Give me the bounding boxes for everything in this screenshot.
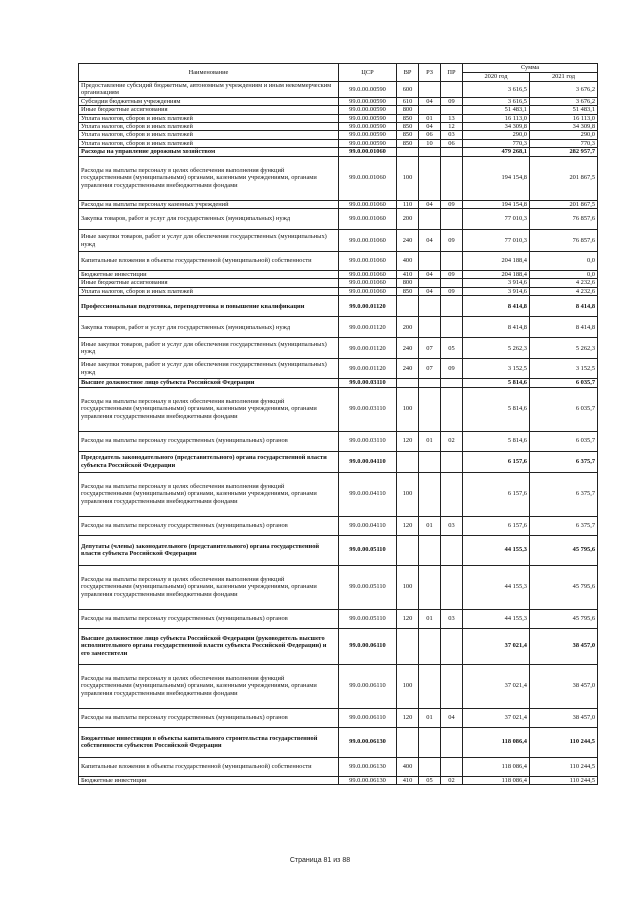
- row-sum-2020: 5 814,6: [463, 387, 530, 431]
- row-name: Профессиональная подготовка, переподготовка и повышение квалификации: [79, 296, 339, 317]
- table-row: [79, 757, 598, 776]
- row-sum-2020: 479 268,1: [463, 148, 530, 156]
- row-sum-2021: 6 035,7: [530, 379, 598, 387]
- row-vr: [397, 727, 419, 757]
- row-name: Субсидии бюджетным учреждениям: [79, 97, 339, 105]
- row-name: Бюджетные инвестиции в объекты капитального строительства государственной собственности субъектов Российской Федерации: [79, 727, 339, 757]
- row-name: Расходы на выплаты персоналу государственных (муниципальных) органов: [79, 431, 339, 451]
- row-rz: [419, 296, 441, 317]
- row-sum-2020: 3 914,6: [463, 279, 530, 287]
- row-pr: 03: [441, 131, 463, 139]
- row-name: Иные бюджетные ассигнования: [79, 279, 339, 287]
- row-sum-2020: 5 814,6: [463, 431, 530, 451]
- row-pr: [441, 317, 463, 338]
- row-pr: 02: [441, 431, 463, 451]
- page-footer: Страница 81 из 88: [289, 857, 351, 864]
- row-pr: [441, 472, 463, 516]
- row-vr: 120: [397, 516, 419, 535]
- row-csr: 99.0.00.05110: [339, 535, 397, 565]
- header-pr: ПР: [441, 64, 463, 82]
- row-name: Уплата налогов, сборов и иных платежей: [79, 287, 339, 295]
- row-sum-2021: 770,3: [530, 139, 598, 147]
- row-sum-2020: 118 086,4: [463, 776, 530, 784]
- row-name: Капитальные вложения в объекты государственной (муниципальной) собственности: [79, 757, 339, 776]
- row-vr: 610: [397, 97, 419, 105]
- row-vr: 240: [397, 230, 419, 252]
- row-vr: 240: [397, 359, 419, 379]
- row-csr: 99.0.00.06130: [339, 757, 397, 776]
- row-vr: 120: [397, 708, 419, 727]
- row-rz: 01: [419, 431, 441, 451]
- row-vr: 850: [397, 114, 419, 122]
- row-csr: 99.0.00.01120: [339, 296, 397, 317]
- row-rz: 07: [419, 359, 441, 379]
- row-csr: 99.0.00.06110: [339, 628, 397, 664]
- row-csr: 99.0.00.01060: [339, 279, 397, 287]
- row-sum-2020: 290,0: [463, 131, 530, 139]
- row-rz: 01: [419, 516, 441, 535]
- row-vr: [397, 535, 419, 565]
- row-vr: 100: [397, 472, 419, 516]
- table-body: [79, 82, 598, 785]
- header-csr: ЦСР: [339, 64, 397, 82]
- table-row: [79, 131, 598, 139]
- row-vr: 200: [397, 209, 419, 230]
- row-rz: 01: [419, 609, 441, 628]
- row-rz: [419, 757, 441, 776]
- row-vr: 410: [397, 271, 419, 279]
- row-vr: [397, 451, 419, 472]
- row-rz: [419, 387, 441, 431]
- row-csr: 99.0.00.01060: [339, 252, 397, 271]
- table-row: [79, 776, 598, 784]
- row-sum-2021: 4 232,6: [530, 287, 598, 295]
- table-row: [79, 516, 598, 535]
- row-sum-2020: 770,3: [463, 139, 530, 147]
- row-pr: [441, 628, 463, 664]
- row-sum-2021: 110 244,5: [530, 776, 598, 784]
- row-vr: 100: [397, 565, 419, 609]
- row-vr: [397, 379, 419, 387]
- row-csr: 99.0.00.01060: [339, 156, 397, 200]
- row-sum-2021: 0,0: [530, 271, 598, 279]
- table-row: [79, 209, 598, 230]
- row-sum-2021: 0,0: [530, 252, 598, 271]
- row-sum-2020: 51 483,1: [463, 106, 530, 114]
- row-name: Председатель законодательного (представительного) органа государственной власти субъекта Российской Федерации: [79, 451, 339, 472]
- row-sum-2021: 51 483,1: [530, 106, 598, 114]
- row-vr: 120: [397, 431, 419, 451]
- row-csr: 99.0.00.06110: [339, 664, 397, 708]
- row-sum-2020: 118 086,4: [463, 757, 530, 776]
- row-csr: 99.0.00.01120: [339, 317, 397, 338]
- row-name: Бюджетные инвестиции: [79, 271, 339, 279]
- row-sum-2020: 3 914,6: [463, 287, 530, 295]
- row-csr: 99.0.00.00590: [339, 106, 397, 114]
- row-name: Иные закупки товаров, работ и услуг для обеспечения государственных (муниципальных) нужд: [79, 338, 339, 359]
- row-rz: 04: [419, 271, 441, 279]
- row-rz: 04: [419, 97, 441, 105]
- row-pr: [441, 82, 463, 98]
- row-vr: 110: [397, 200, 419, 208]
- row-pr: 02: [441, 776, 463, 784]
- row-rz: 01: [419, 114, 441, 122]
- row-pr: 06: [441, 139, 463, 147]
- row-pr: 09: [441, 359, 463, 379]
- row-pr: [441, 148, 463, 156]
- table-row: [79, 82, 598, 98]
- row-vr: 850: [397, 287, 419, 295]
- row-sum-2021: 3 676,2: [530, 97, 598, 105]
- row-name: Закупка товаров, работ и услуг для государственных (муниципальных) нужд: [79, 209, 339, 230]
- table-row: [79, 114, 598, 122]
- row-vr: 100: [397, 664, 419, 708]
- row-sum-2020: 6 157,6: [463, 451, 530, 472]
- row-sum-2020: 6 157,6: [463, 516, 530, 535]
- row-csr: 99.0.00.06110: [339, 708, 397, 727]
- table-row: [79, 123, 598, 131]
- table-row: [79, 156, 598, 200]
- row-pr: [441, 156, 463, 200]
- row-sum-2021: 6 035,7: [530, 387, 598, 431]
- row-vr: 240: [397, 338, 419, 359]
- row-name: Уплата налогов, сборов и иных платежей: [79, 131, 339, 139]
- table-row: [79, 252, 598, 271]
- row-name: Расходы на выплаты персоналу государственных (муниципальных) органов: [79, 516, 339, 535]
- row-name: Депутаты (члены) законодательного (представительного) органа государственной власти субъекта Российской Федерации: [79, 535, 339, 565]
- row-name: Расходы на выплаты персоналу в целях обеспечения выполнения функций государственными (муниципальными) органами, казенными учреждениями, органами управления государственными внебюджетными фондами: [79, 664, 339, 708]
- row-name: Уплата налогов, сборов и иных платежей: [79, 123, 339, 131]
- row-pr: [441, 106, 463, 114]
- row-rz: [419, 82, 441, 98]
- table-row: [79, 609, 598, 628]
- row-sum-2020: 77 010,3: [463, 230, 530, 252]
- row-vr: 410: [397, 776, 419, 784]
- row-vr: 800: [397, 279, 419, 287]
- row-pr: [441, 279, 463, 287]
- row-vr: 800: [397, 106, 419, 114]
- row-csr: 99.0.00.03110: [339, 379, 397, 387]
- row-pr: 09: [441, 200, 463, 208]
- table-row: [79, 279, 598, 287]
- row-vr: 850: [397, 131, 419, 139]
- row-csr: 99.0.00.06130: [339, 776, 397, 784]
- row-sum-2020: 194 154,8: [463, 156, 530, 200]
- row-rz: [419, 317, 441, 338]
- row-rz: [419, 535, 441, 565]
- row-rz: 10: [419, 139, 441, 147]
- row-sum-2020: 37 021,4: [463, 664, 530, 708]
- table-row: [79, 359, 598, 379]
- row-sum-2021: 34 309,8: [530, 123, 598, 131]
- row-csr: 99.0.00.04110: [339, 472, 397, 516]
- row-name: Уплата налогов, сборов и иных платежей: [79, 139, 339, 147]
- row-rz: 06: [419, 131, 441, 139]
- row-rz: 04: [419, 230, 441, 252]
- row-name: Закупка товаров, работ и услуг для государственных (муниципальных) нужд: [79, 317, 339, 338]
- header-name: Наименование: [79, 64, 339, 82]
- table-row: [79, 708, 598, 727]
- row-vr: 100: [397, 387, 419, 431]
- row-vr: 850: [397, 139, 419, 147]
- row-sum-2021: 6 375,7: [530, 472, 598, 516]
- row-pr: [441, 727, 463, 757]
- row-rz: [419, 106, 441, 114]
- row-name: Расходы на выплаты персоналу казенных учреждений: [79, 200, 339, 208]
- row-pr: [441, 379, 463, 387]
- table-row: [79, 296, 598, 317]
- row-sum-2021: 3 152,5: [530, 359, 598, 379]
- row-sum-2021: 38 457,0: [530, 664, 598, 708]
- row-sum-2021: 38 457,0: [530, 708, 598, 727]
- table-row: [79, 379, 598, 387]
- header-year-2021: 2021 год: [530, 73, 598, 82]
- row-pr: [441, 296, 463, 317]
- row-vr: 120: [397, 609, 419, 628]
- row-rz: [419, 379, 441, 387]
- row-csr: 99.0.00.06130: [339, 727, 397, 757]
- table-row: [79, 338, 598, 359]
- row-rz: 01: [419, 708, 441, 727]
- row-name: Расходы на выплаты персоналу в целях обеспечения выполнения функций государственными (муниципальными) органами, казенными учреждениями, органами управления государственными внебюджетными фондами: [79, 387, 339, 431]
- row-pr: [441, 565, 463, 609]
- row-sum-2021: 45 795,6: [530, 535, 598, 565]
- table-row: [79, 287, 598, 295]
- row-sum-2020: 6 157,6: [463, 472, 530, 516]
- row-name: Расходы на выплаты персоналу государственных (муниципальных) органов: [79, 708, 339, 727]
- row-pr: 09: [441, 97, 463, 105]
- row-name: Иные закупки товаров, работ и услуг для обеспечения государственных (муниципальных) нужд: [79, 359, 339, 379]
- table-row: [79, 727, 598, 757]
- row-sum-2021: 290,0: [530, 131, 598, 139]
- header-vr: ВР: [397, 64, 419, 82]
- row-sum-2020: 44 155,3: [463, 565, 530, 609]
- row-rz: [419, 664, 441, 708]
- table-row: [79, 317, 598, 338]
- row-rz: 04: [419, 200, 441, 208]
- row-rz: [419, 565, 441, 609]
- row-sum-2021: 5 262,3: [530, 338, 598, 359]
- row-sum-2020: 77 010,3: [463, 209, 530, 230]
- row-pr: [441, 252, 463, 271]
- row-name: Расходы на выплаты персоналу в целях обеспечения выполнения функций государственными (муниципальными) органами, казенными учреждениями, органами управления государственными внебюджетными фондами: [79, 472, 339, 516]
- row-sum-2021: 282 957,7: [530, 148, 598, 156]
- row-name: Бюджетные инвестиции: [79, 776, 339, 784]
- row-rz: [419, 156, 441, 200]
- row-pr: [441, 664, 463, 708]
- row-sum-2021: 45 795,6: [530, 609, 598, 628]
- row-csr: 99.0.00.01120: [339, 359, 397, 379]
- row-rz: [419, 148, 441, 156]
- row-name: Высшее должностное лицо субъекта Российской Федерации (руководитель высшего исполнительного органа государственной власти субъекта Российской Федерации) и его заместители: [79, 628, 339, 664]
- row-csr: 99.0.00.01060: [339, 230, 397, 252]
- row-sum-2020: 8 414,8: [463, 317, 530, 338]
- row-sum-2021: 76 857,6: [530, 230, 598, 252]
- row-rz: [419, 209, 441, 230]
- table-row: [79, 565, 598, 609]
- table-row: [79, 431, 598, 451]
- row-sum-2020: 16 113,0: [463, 114, 530, 122]
- row-rz: [419, 252, 441, 271]
- row-csr: 99.0.00.00590: [339, 82, 397, 98]
- row-sum-2020: 8 414,8: [463, 296, 530, 317]
- row-pr: 03: [441, 609, 463, 628]
- table-row: [79, 472, 598, 516]
- row-csr: 99.0.00.05110: [339, 609, 397, 628]
- row-sum-2021: 6 375,7: [530, 451, 598, 472]
- row-sum-2021: 201 867,5: [530, 200, 598, 208]
- table-row: [79, 628, 598, 664]
- row-pr: 03: [441, 516, 463, 535]
- row-sum-2021: 38 457,0: [530, 628, 598, 664]
- row-sum-2020: 37 021,4: [463, 708, 530, 727]
- table-row: [79, 148, 598, 156]
- row-csr: 99.0.00.00590: [339, 114, 397, 122]
- row-csr: 99.0.00.04110: [339, 516, 397, 535]
- table-row: [79, 230, 598, 252]
- row-csr: 99.0.00.01060: [339, 200, 397, 208]
- row-name: Расходы на выплаты персоналу государственных (муниципальных) органов: [79, 609, 339, 628]
- row-sum-2021: 201 867,5: [530, 156, 598, 200]
- row-vr: 400: [397, 757, 419, 776]
- row-sum-2020: 44 155,3: [463, 609, 530, 628]
- row-sum-2021: 16 113,0: [530, 114, 598, 122]
- header-year-2020: 2020 год: [463, 73, 530, 82]
- row-csr: 99.0.00.03110: [339, 387, 397, 431]
- row-name: Расходы на управление дорожным хозяйством: [79, 148, 339, 156]
- row-pr: 13: [441, 114, 463, 122]
- row-csr: 99.0.00.00590: [339, 139, 397, 147]
- table-row: [79, 387, 598, 431]
- row-pr: [441, 209, 463, 230]
- row-rz: 04: [419, 123, 441, 131]
- row-csr: 99.0.00.04110: [339, 451, 397, 472]
- row-sum-2020: 118 086,4: [463, 727, 530, 757]
- row-sum-2021: 8 414,8: [530, 317, 598, 338]
- row-vr: 600: [397, 82, 419, 98]
- row-csr: 99.0.00.01060: [339, 209, 397, 230]
- row-rz: 07: [419, 338, 441, 359]
- row-name: Иные закупки товаров, работ и услуг для обеспечения государственных (муниципальных) нужд: [79, 230, 339, 252]
- row-sum-2021: 6 035,7: [530, 431, 598, 451]
- row-sum-2021: 45 795,6: [530, 565, 598, 609]
- table-row: [79, 106, 598, 114]
- row-csr: 99.0.00.05110: [339, 565, 397, 609]
- row-sum-2021: 8 414,8: [530, 296, 598, 317]
- row-vr: 400: [397, 252, 419, 271]
- header-rz: РЗ: [419, 64, 441, 82]
- row-sum-2021: 110 244,5: [530, 757, 598, 776]
- table-row: [79, 200, 598, 208]
- row-sum-2020: 44 155,3: [463, 535, 530, 565]
- row-sum-2020: 34 309,8: [463, 123, 530, 131]
- row-name: Капитальные вложения в объекты государственной (муниципальной) собственности: [79, 252, 339, 271]
- row-vr: 850: [397, 123, 419, 131]
- table-row: [79, 451, 598, 472]
- header-sum: Сумма: [463, 64, 598, 73]
- row-csr: 99.0.00.01120: [339, 338, 397, 359]
- row-sum-2020: 194 154,8: [463, 200, 530, 208]
- row-csr: 99.0.00.01060: [339, 148, 397, 156]
- row-pr: 04: [441, 708, 463, 727]
- row-pr: 09: [441, 230, 463, 252]
- row-pr: 09: [441, 287, 463, 295]
- row-rz: 05: [419, 776, 441, 784]
- row-vr: 100: [397, 156, 419, 200]
- row-sum-2020: 5 814,6: [463, 379, 530, 387]
- row-name: Высшее должностное лицо субъекта Российской Федерации: [79, 379, 339, 387]
- row-pr: 12: [441, 123, 463, 131]
- row-vr: 200: [397, 317, 419, 338]
- row-sum-2020: 3 616,5: [463, 97, 530, 105]
- row-csr: 99.0.00.00590: [339, 131, 397, 139]
- row-csr: 99.0.00.00590: [339, 97, 397, 105]
- row-sum-2021: 76 857,6: [530, 209, 598, 230]
- row-csr: 99.0.00.01060: [339, 271, 397, 279]
- row-pr: [441, 757, 463, 776]
- row-pr: [441, 535, 463, 565]
- row-pr: 09: [441, 271, 463, 279]
- row-sum-2020: 3 616,5: [463, 82, 530, 98]
- row-name: Предоставление субсидий бюджетным, автономным учреждениям и иным некоммерческим организациям: [79, 82, 339, 98]
- row-name: Расходы на выплаты персоналу в целях обеспечения выполнения функций государственными (муниципальными) органами, казенными учреждениями, органами управления государственными внебюджетными фондами: [79, 565, 339, 609]
- row-rz: 04: [419, 287, 441, 295]
- table-header-row: [79, 64, 598, 73]
- row-vr: [397, 296, 419, 317]
- row-sum-2020: 3 152,5: [463, 359, 530, 379]
- row-sum-2021: 6 375,7: [530, 516, 598, 535]
- row-pr: 05: [441, 338, 463, 359]
- row-name: Иные бюджетные ассигнования: [79, 106, 339, 114]
- row-rz: [419, 727, 441, 757]
- row-csr: 99.0.00.00590: [339, 123, 397, 131]
- row-sum-2021: 4 232,6: [530, 279, 598, 287]
- row-pr: [441, 451, 463, 472]
- row-rz: [419, 279, 441, 287]
- table-row: [79, 97, 598, 105]
- row-vr: [397, 628, 419, 664]
- row-name: Уплата налогов, сборов и иных платежей: [79, 114, 339, 122]
- table-row: [79, 664, 598, 708]
- row-pr: [441, 387, 463, 431]
- table-row: [79, 535, 598, 565]
- row-name: Расходы на выплаты персоналу в целях обеспечения выполнения функций государственными (муниципальными) органами, казенными учреждениями, органами управления государственными внебюджетными фондами: [79, 156, 339, 200]
- row-sum-2020: 37 021,4: [463, 628, 530, 664]
- row-sum-2020: 204 188,4: [463, 271, 530, 279]
- table-row: [79, 271, 598, 279]
- row-csr: 99.0.00.03110: [339, 431, 397, 451]
- table-row: [79, 139, 598, 147]
- row-sum-2021: 3 676,2: [530, 82, 598, 98]
- row-rz: [419, 451, 441, 472]
- row-sum-2021: 110 244,5: [530, 727, 598, 757]
- row-rz: [419, 628, 441, 664]
- row-sum-2020: 5 262,3: [463, 338, 530, 359]
- budget-table: [78, 63, 598, 785]
- row-vr: [397, 148, 419, 156]
- row-csr: 99.0.00.01060: [339, 287, 397, 295]
- row-rz: [419, 472, 441, 516]
- row-sum-2020: 204 188,4: [463, 252, 530, 271]
